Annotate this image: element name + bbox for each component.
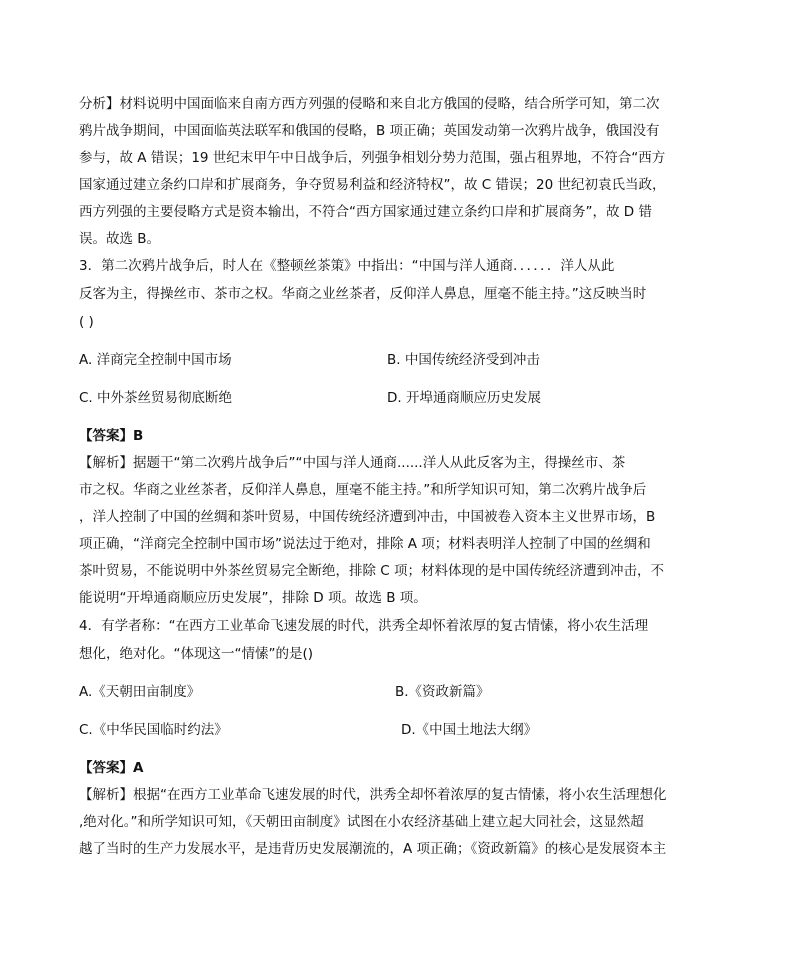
q3-option-a: A. 洋商完全控制中国市场 <box>79 352 232 368</box>
q3-option-c: C. 中外茶丝贸易彻底断绝 <box>79 390 233 406</box>
q3-stem-line-1: 3．第二次鸦片战争后，时人在《整顿丝茶策》中指出：“中国与洋人通商．．．．．．洋人从此 <box>79 258 615 274</box>
q3-stem-line-3: ( ) <box>79 314 94 330</box>
q3-analysis-line-4: 项正确，“洋商完全控制中国市场”说法过于绝对，排除 A 项；材料表明洋人控制了中国的丝绸和 <box>79 536 651 552</box>
prev-analysis-line-2: 鸦片战争期间，中国面临英法联军和俄国的侵略，B 项正确；英国发动第一次鸦片战争，俄国没有 <box>79 123 660 139</box>
q4-analysis-line-1: 【解析】根据“在西方工业革命飞速发展的时代，洪秀全却怀着浓厚的复古情愫，将小农生活理想化 <box>79 787 667 803</box>
prev-analysis-line-6: 误。故选 B。 <box>79 231 161 247</box>
q3-stem-line-2: 反客为主，得操丝市、茶市之权。华商之业丝茶者，反仰洋人鼻息，厘毫不能主持。”这反映当时 <box>79 286 647 302</box>
q4-stem-line-2: 想化，绝对化。“体现这一“情愫”的是() <box>79 646 314 662</box>
q4-option-c: C.《中华民国临时约法》 <box>79 722 228 738</box>
prev-analysis-line-1: 分析】材料说明中国面临来自南方西方列强的侵略和来自北方俄国的侵略，结合所学可知，第二次 <box>79 96 660 112</box>
q4-answer: 【答案】A <box>79 760 144 776</box>
q4-option-d: D.《中国土地法大纲》 <box>401 722 538 738</box>
q4-analysis-line-2: ,绝对化。”和所学知识可知，《天朝田亩制度》试图在小农经济基础上建立起大同社会，这显然超 <box>79 814 644 830</box>
q4-option-a: A.《天朝田亩制度》 <box>79 684 201 700</box>
q3-option-d: D. 开埠通商顺应历史发展 <box>387 390 541 406</box>
q3-analysis-line-6: 能说明“开埠通商顺应历史发展”，排除 D 项。故选 B 项。 <box>79 590 427 606</box>
prev-analysis-line-3: 参与，故 A 错误；19 世纪末甲午中日战争后，列强争相划分势力范围，强占租界地，不符合“西方 <box>79 150 666 166</box>
prev-analysis-line-5: 西方列强的主要侵略方式是资本输出，不符合“西方国家通过建立条约口岸和扩展商务”，故 D 错 <box>79 204 652 220</box>
q4-analysis-line-3: 越了当时的生产力发展水平，是违背历史发展潮流的，A 项正确；《资政新篇》的核心是发展资本主 <box>79 841 667 857</box>
q3-analysis-line-1: 【解析】据题干“第二次鸦片战争后”“中国与洋人通商......洋人从此反客为主，得操丝市、茶 <box>79 455 626 471</box>
q4-stem-line-1: 4．有学者称：“在西方工业革命飞速发展的时代，洪秀全却怀着浓厚的复古情愫，将小农生活理 <box>79 618 649 634</box>
prev-analysis-line-4: 国家通过建立条约口岸和扩展商务，争夺贸易利益和经济特权”，故 C 错误；20 世纪初袁氏当政， <box>79 177 666 193</box>
q3-answer: 【答案】B <box>79 428 144 444</box>
q3-analysis-line-5: 茶叶贸易，不能说明中外茶丝贸易完全断绝，排除 C 项；材料体现的是中国传统经济遭到冲击，不 <box>79 563 665 579</box>
q4-option-b: B.《资政新篇》 <box>395 684 490 700</box>
q3-option-b: B. 中国传统经济受到冲击 <box>387 352 540 368</box>
q3-analysis-line-2: 市之权。华商之业丝茶者，反仰洋人鼻息，厘毫不能主持。”和所学知识可知，第二次鸦片战争后 <box>79 482 647 498</box>
q3-analysis-line-3: ，洋人控制了中国的丝绸和茶叶贸易，中国传统经济遭到冲击，中国被卷入资本主义世界市场，B <box>79 509 656 525</box>
